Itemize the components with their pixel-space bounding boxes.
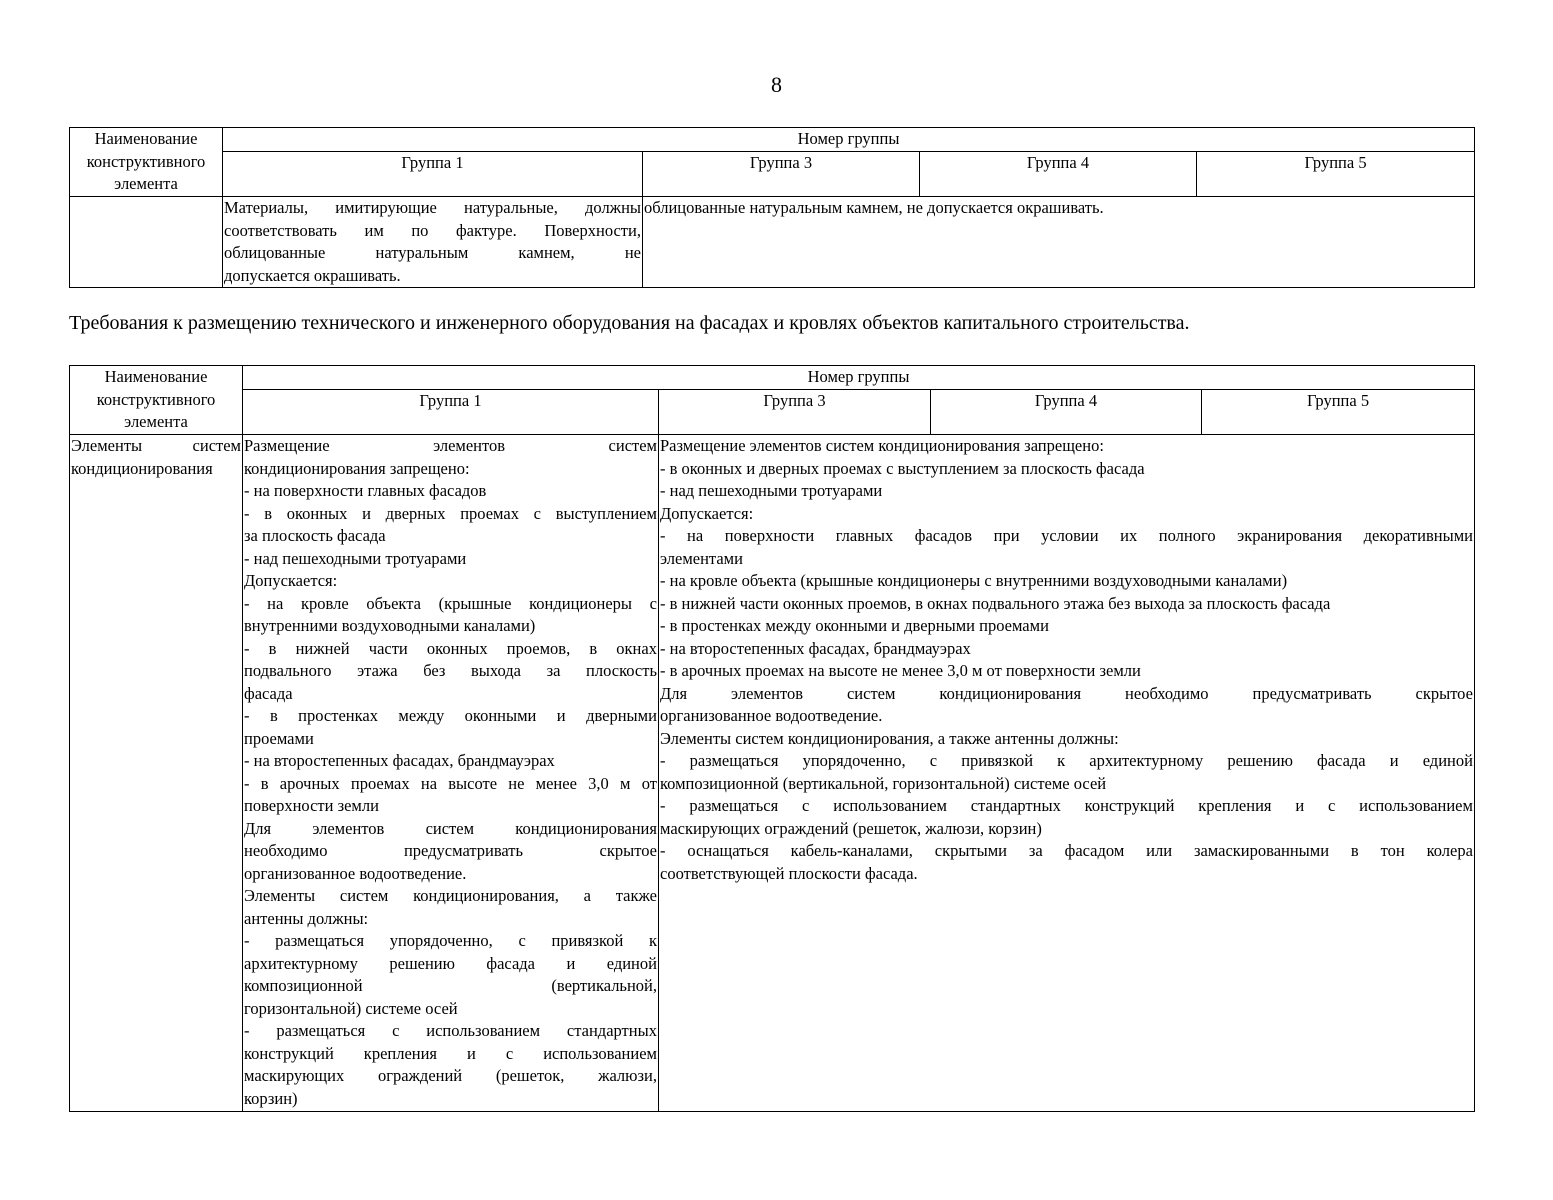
group-1-cell: Размещение элементов систем кондиционирования запрещено: - на поверхности главных фасадов - в оконных и дверных проемах с выступлением за плоскость фасада - над пешеходными тротуарами Допускается: - на кровле объекта (крышные кондиционеры с внутренними воздуховодными каналами) - в нижней части оконных проемов, в окнах подвального этажа без выхода за плоскость фасада - в простенках между оконными и дверными проемами - на второстепенных фасадах, брандмауэрах - в арочных проемах на высоте не менее 3,0 м от поверхности земли Для элементов систем кондиционирования необходимо предусматривать скрытое организованное водоотведение. Элементы систем кондиционирования, а также антенны должны: - размещаться упорядоченно, с привязкой к архитектурному решению фасада и единой композиционной (вертикальной, горизонтальной) системе осей - размещаться с использованием стандартных конструкций крепления и с использованием маскирующих ограждений (решеток, жалюзи, корзин) [243,435,659,1112]
header-group-3: Группа 3 [643,152,920,197]
element-name-cell: Элементы систем кондиционирования [70,435,243,1112]
header-group-5: Группа 5 [1197,152,1475,197]
groups-3-5-cell: Размещение элементов систем кондиционирования запрещено: - в оконных и дверных проемах с выступлением за плоскость фасада - над пешеходными тротуарами Допускается: - на поверхности главных фасадов при условии их полного экранирования декоративными элементами - на кровле объекта (крышные кондиционеры с внутренними воздуховодными каналами) - в нижней части оконных проемов, в окнах подвального этажа без выхода за плоскость фасада - в простенках между оконными и дверными проемами - на второстепенных фасадах, брандмауэрах - в арочных проемах на высоте не менее 3,0 м от поверхности земли Для элементов систем кондиционирования необходимо предусматривать скрытое организованное водоотведение. Элементы систем кондиционирования, а также антенны должны: - размещаться упорядоченно, с привязкой к архитектурному решению фасада и единой композиционной (вертикальной, горизонтальной) системе осей - размещаться с использованием стандартных конструкций крепления и с использованием маскирующих ограждений (решеток, жалюзи, корзин) - оснащаться кабель-каналами, скрытыми за фасадом или замаскированными в тон колера соответствующей плоскости фасада. [659,435,1475,1112]
header-group-1: Группа 1 [223,152,643,197]
page-number: 8 [771,72,782,97]
header-group-1: Группа 1 [243,390,659,435]
header-group-number: Номер группы [243,366,1475,390]
header-group-3: Группа 3 [659,390,931,435]
section-heading: Требования к размещению технического и инженерного оборудования на фасадах и кровлях объектов капитального строительства. [69,312,1190,334]
header-group-number: Номер группы [223,128,1475,152]
header-group-5: Группа 5 [1202,390,1475,435]
header-group-4: Группа 4 [931,390,1202,435]
group-1-cell: Материалы, имитирующие натуральные, должны соответствовать им по фактуре. Поверхности, облицованные натуральным камнем, не допускается окрашивать. [223,197,643,288]
header-element-name: Наименование конструктивного элемента [70,366,243,435]
header-element-name: Наименование конструктивного элемента [70,128,223,197]
element-name-cell [70,197,223,288]
equipment-placement-table [69,365,1475,1112]
facade-materials-table [69,127,1475,288]
header-group-4: Группа 4 [920,152,1197,197]
groups-3-5-cell: облицованные натуральным камнем, не допускается окрашивать. [643,197,1475,288]
